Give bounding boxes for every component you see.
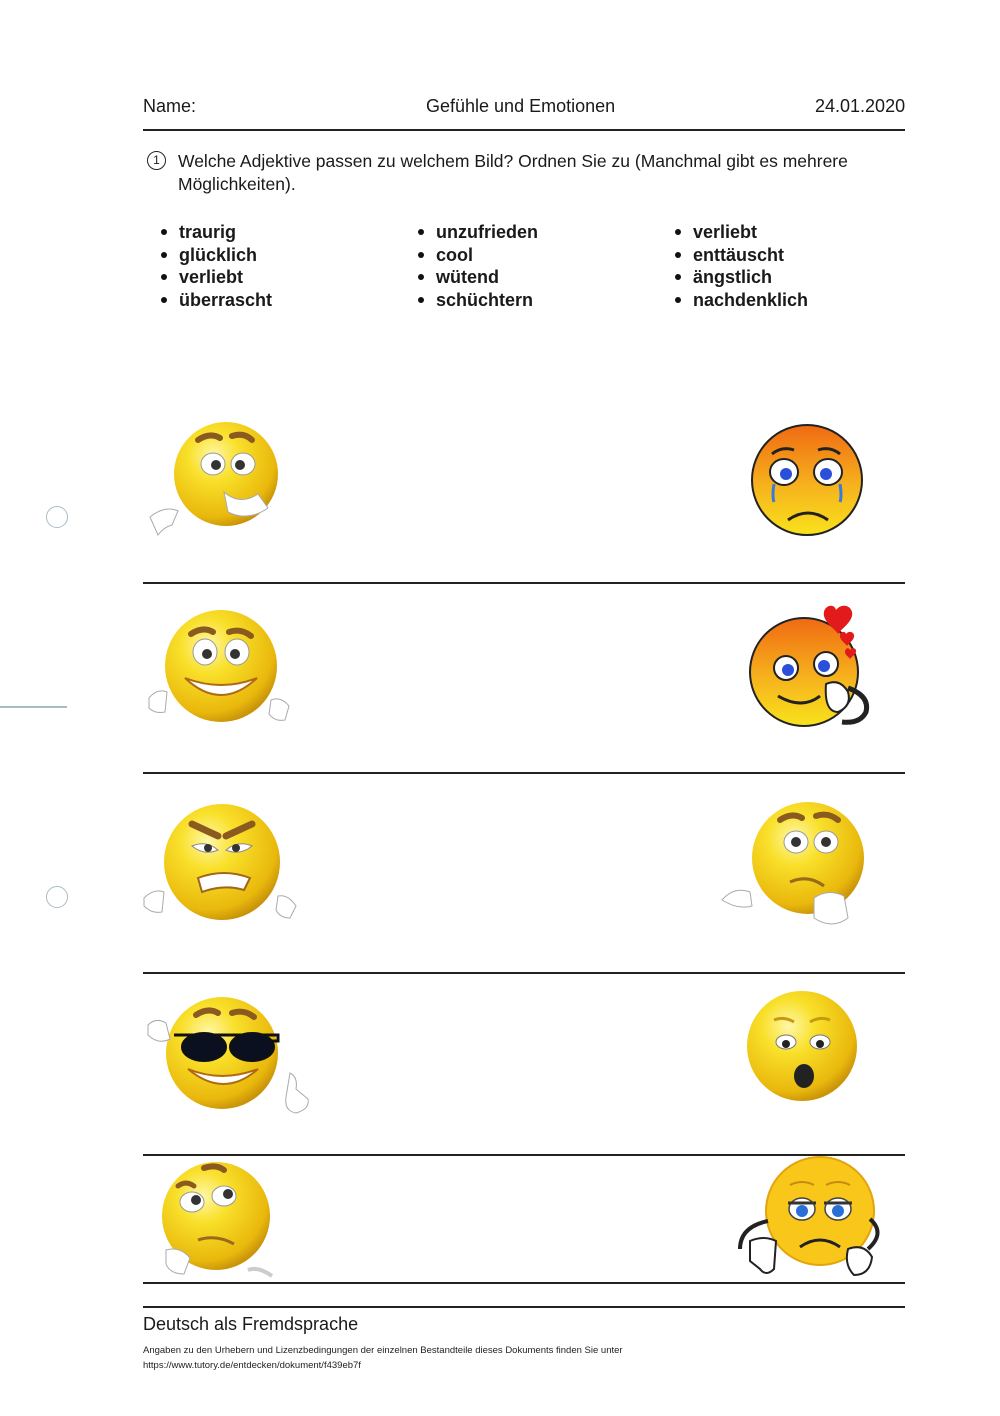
disappointed-thumbs-down-emoji-icon	[738, 1155, 888, 1283]
punch-hole-bottom	[46, 886, 68, 908]
word-item: enttäuscht	[666, 244, 808, 267]
angry-emoji-icon	[140, 800, 305, 925]
word-item: verliebt	[152, 266, 272, 289]
fold-mark	[0, 706, 67, 708]
word-column-3	[666, 221, 808, 312]
footer-subject: Deutsch als Fremdsprache	[143, 1314, 359, 1334]
shy-embarrassed-emoji-icon	[140, 422, 290, 547]
page-title: Gefühle und Emotionen	[426, 96, 616, 116]
row-divider	[143, 972, 905, 974]
word-column-1	[152, 221, 272, 312]
word-item: glücklich	[152, 244, 272, 267]
footer-license-text: Angaben zu den Urhebern und Lizenzbedingungen der einzelnen Bestandteile dieses Dokuments finden Sie unter	[143, 1345, 623, 1356]
word-item: cool	[409, 244, 538, 267]
date: 24.01.2020	[815, 96, 906, 116]
pensive-doubtful-emoji-icon	[158, 1158, 288, 1282]
word-column-2	[409, 221, 538, 312]
cool-sunglasses-emoji-icon	[140, 995, 325, 1120]
surprised-emoji-icon	[744, 990, 860, 1102]
happy-grinning-emoji-icon	[145, 608, 295, 728]
row-divider	[143, 772, 905, 774]
in-love-hearts-emoji-icon	[748, 604, 878, 732]
word-item: schüchtern	[409, 289, 538, 312]
word-item: nachdenklich	[666, 289, 808, 312]
word-item: verliebt	[666, 221, 808, 244]
task-number: 1	[147, 151, 166, 170]
task-text: Welche Adjektive passen zu welchem Bild? Ordnen Sie zu (Manchmal gibt es mehrere Möglichkeiten).	[178, 151, 848, 194]
word-item: ängstlich	[666, 266, 808, 289]
name-label: Name:	[143, 96, 197, 116]
word-item: traurig	[152, 221, 272, 244]
footer-divider	[143, 1306, 905, 1308]
thinking-emoji-icon	[716, 800, 866, 932]
word-item: überrascht	[152, 289, 272, 312]
word-item: unzufrieden	[409, 221, 538, 244]
crying-sad-emoji-icon	[748, 424, 866, 536]
punch-hole-top	[46, 506, 68, 528]
word-item: wütend	[409, 266, 538, 289]
row-divider	[143, 582, 905, 584]
header-divider	[143, 129, 905, 131]
footer-license-link[interactable]: https://www.tutory.de/entdecken/dokument/f439eb7f	[143, 1360, 361, 1371]
